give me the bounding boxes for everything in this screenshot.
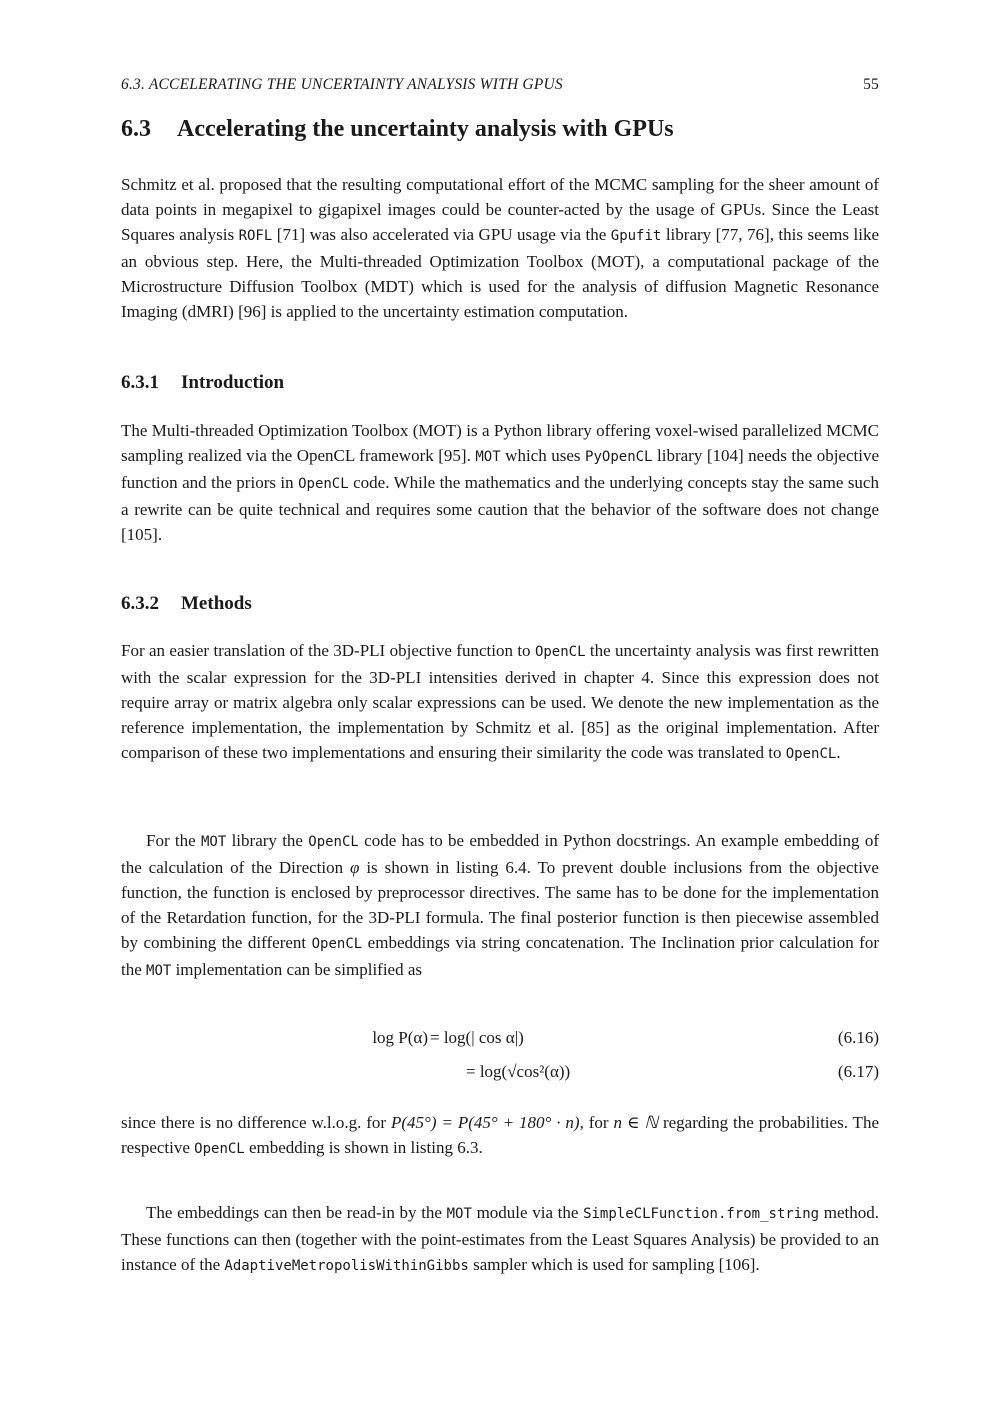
methods-paragraph-4 — [121, 1200, 879, 1279]
text-run: implementation can be simplified as — [171, 960, 423, 979]
equation-rhs: = log(| cos α|) — [430, 1028, 524, 1047]
text-run: [71] was also accelerated via GPU usage via the — [272, 225, 611, 244]
equation-rhs: = log(√cos²(α)) — [466, 1062, 571, 1081]
math-symbol: φ — [350, 858, 360, 877]
subsection-heading-introduction — [121, 372, 284, 394]
intro-paragraph — [121, 172, 879, 324]
code-span: OpenCL — [311, 936, 363, 952]
subsection-number: 6.3.2 — [121, 593, 159, 614]
code-span: OpenCL — [194, 1141, 245, 1157]
text-run: is shown in listing 6.4. To prevent double inclusions from the objective function, the function is enclosed by preprocessor directives. The same has to be done for the implementation of the Retardation function, for the 3D-PLI formula. The final posterior function is then piecewise assembled by combining the different — [121, 858, 879, 952]
code-span: MOT — [475, 449, 501, 465]
section-title: Accelerating the uncertainty analysis with GPUs — [177, 116, 674, 142]
code-span: Gpufit — [610, 228, 662, 244]
code-span: MOT — [200, 834, 227, 850]
equation-lhs: log P(α) — [372, 1028, 428, 1047]
text-run: library [77, 76], this seems like an obvious step. Here, the Multi-threaded Optimization Toolbox (MOT), a computational package of the Microstructure Diffusion Toolbox (MDT) which is used for the analysis of diffusion Magnetic Resonance Imaging (dMRI) [96] is applied to the uncertainty estimation computation. — [121, 225, 880, 321]
subsection-heading-methods — [121, 593, 252, 615]
text-run: embeddings via string concatenation. The Inclination prior calculation for the — [121, 933, 880, 979]
code-span: SimpleCLFunction.from_string — [583, 1206, 820, 1222]
section-number: 6.3 — [121, 116, 151, 142]
code-span: OpenCL — [534, 644, 586, 660]
subsection-number: 6.3.1 — [121, 372, 159, 393]
text-run: , for — [579, 1113, 614, 1132]
code-span: MOT — [146, 963, 172, 979]
code-span: OpenCL — [785, 746, 837, 762]
code-span: OpenCL — [308, 834, 359, 850]
text-run: The Multi-threaded Optimization Toolbox (MOT) is a Python library offering voxel-wised parallelized MCMC sampling realized via the OpenCL framework [95]. — [121, 421, 879, 465]
code-span: MOT — [446, 1206, 472, 1222]
text-run: sampler which is used for sampling [106]. — [468, 1255, 760, 1274]
text-run: embedding is shown in listing 6.3. — [244, 1138, 483, 1157]
code-span: PyOpenCL — [585, 449, 653, 465]
methods-paragraph-1 — [121, 638, 879, 767]
methods-paragraph-3 — [121, 1110, 879, 1162]
equation-6-17 — [121, 1062, 879, 1088]
introduction-paragraph — [121, 418, 879, 547]
math-inline: n ∈ ℕ — [613, 1113, 659, 1132]
section-heading — [121, 116, 674, 143]
text-run: regarding the probabilities. The respective — [121, 1113, 879, 1157]
text-run: The embeddings can then be read-in by the — [146, 1203, 447, 1222]
subsection-title: Methods — [181, 593, 252, 614]
equation-number: (6.17) — [837, 1062, 879, 1081]
running-header — [121, 76, 879, 94]
text-run: code. While the mathematics and the underlying concepts stay the same such a rewrite can be quite technical and requires some caution that the behavior of the software does not change [105]. — [121, 473, 879, 544]
text-run: the uncertainty analysis was first rewritten with the scalar expression for the 3D-PLI intensities derived in chapter 4. Since this expression does not require array or matrix algebra only scalar expressions can be used. We denote the new implementation as the reference implementation, the implementation by Schmitz et al. [85] as the original implementation. After comparison of these two implementations and ensuring their similarity the code was translated to — [121, 641, 879, 762]
text-run: since there is no difference w.l.o.g. for — [121, 1113, 392, 1132]
methods-paragraph-2 — [121, 828, 879, 984]
text-run: For the — [146, 831, 201, 850]
subsection-title: Introduction — [181, 372, 285, 393]
text-run: module via the — [471, 1203, 584, 1222]
text-run: code has to be embedded in Python docstrings. An example embedding of the calculation of the Direction — [121, 831, 879, 877]
equation-number: (6.16) — [837, 1028, 879, 1047]
text-run: library [104] needs the objective function and the priors in — [121, 446, 880, 492]
running-title: 6.3. ACCELERATING THE UNCERTAINTY ANALYSIS WITH GPUS — [121, 76, 563, 93]
code-span: ROFL — [238, 228, 273, 244]
text-run: library the — [226, 831, 309, 850]
code-span: AdaptiveMetropolisWithinGibbs — [224, 1258, 469, 1274]
equation-6-16 — [121, 1028, 879, 1054]
text-run: . — [836, 743, 841, 762]
page-number: 55 — [863, 76, 879, 93]
text-run: For an easier translation of the 3D-PLI objective function to — [121, 641, 535, 660]
text-run: method. These functions can then (together with the point-estimates from the Least Squares Analysis) be provided to an instance of the — [121, 1203, 879, 1274]
code-span: OpenCL — [298, 476, 349, 492]
text-run: Schmitz et al. proposed that the resulting computational effort of the MCMC sampling for the sheer amount of data points in megapixel to gigapixel images could be counter-acted by the usage of GPUs. Since the Least Squares analysis — [121, 175, 879, 244]
math-inline: P(45°) = P(45° + 180° · n) — [391, 1113, 580, 1132]
text-run: which uses — [500, 446, 586, 465]
